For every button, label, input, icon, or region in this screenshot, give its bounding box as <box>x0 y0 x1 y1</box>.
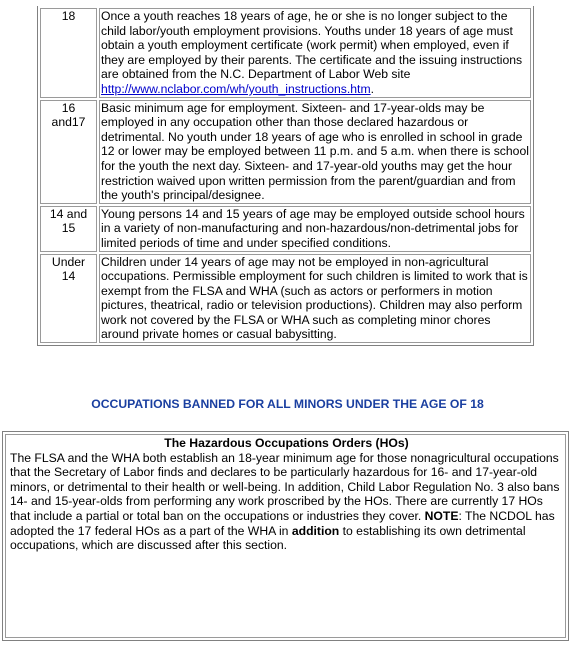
description-text: Basic minimum age for employment. Sixteen- and 17-year-olds may be employed in any occupation other than those declared hazardous or detrimental. No youth under 18 years of age who is enrolled in school in grade 12 or lower may be employed between 11 p.m. and 5 a.m. when there is school for the youth the next day. Sixteen- and 17-year-old youths may get the hour restriction waived upon written permission from the parent/guardian and from the youth's principal/designee. <box>101 100 529 203</box>
age-cell <box>40 206 97 252</box>
description-text: Young persons 14 and 15 years of age may be employed outside school hours in a variety of non-manufacturing and non-hazardous/non-detrimental jobs for limited periods of time and under specified conditions. <box>101 206 525 250</box>
hos-body-text: The FLSA and the WHA both establish an 18-year minimum age for those nonagricultural occupations that the Secretary of Labor finds and declares to be particularly hazardous for 16- and 17-year-old minors, or detrimental to their health or well-being. In addition, Child Labor Regulation No. 3 also bans 14- and 15-year-olds from performing any work proscribed by the HOs. There are currently 17 HOs that include a partial or total ban on the occupations or industries they cover. <box>10 450 560 523</box>
hazardous-occupations-box <box>2 431 569 641</box>
age-cell <box>40 100 97 204</box>
age-cell <box>40 254 97 344</box>
hos-title: The Hazardous Occupations Orders (HOs) <box>164 436 409 450</box>
age-label-line2: 15 <box>61 221 76 236</box>
description-cell <box>99 254 531 344</box>
description-cell <box>99 100 531 204</box>
note-label: NOTE <box>424 508 459 523</box>
age-label-line1: 14 and <box>49 206 88 221</box>
description-text: Children under 14 years of age may not be employed in non-agricultural occupations. Permissible employment for such children is limited to work that is exempt from the FLSA and WHA (such as actors or performers in motion pictures, theatrical, radio or television productions). Children may also perform work not covered by the FLSA or WHA such as completing minor chores around private homes or casual babysitting. <box>101 254 528 342</box>
age-cell <box>40 8 97 98</box>
hos-body-text: to establishing its own detrimental occupations, which are discussed after this section. <box>10 523 526 553</box>
age-label-line1: 16 <box>61 100 76 115</box>
hazardous-occupations-cell <box>5 434 566 638</box>
table-row <box>40 8 531 98</box>
age-label-line2: 14 <box>61 269 76 284</box>
description-text-end: . <box>370 81 374 96</box>
section-heading: OCCUPATIONS BANNED FOR ALL MINORS UNDER THE AGE OF 18 <box>91 397 484 411</box>
age-label: 18 <box>61 9 76 23</box>
addition-emphasis: addition <box>291 523 340 538</box>
age-label-line1: Under <box>51 254 86 269</box>
table-row <box>40 206 531 252</box>
youth-instructions-link[interactable]: http://www.nclabor.com/wh/youth_instructions.htm <box>101 81 371 96</box>
age-requirements-table <box>37 6 534 346</box>
table-row <box>40 254 531 344</box>
age-label-line2: and17 <box>51 115 86 130</box>
table-row <box>40 100 531 204</box>
description-cell <box>99 8 531 98</box>
hos-body-text: : The NCDOL has adopted the 17 federal HOs as a part of the WHA in <box>10 508 555 538</box>
hos-body <box>10 451 563 553</box>
description-text: Once a youth reaches 18 years of age, he or she is no longer subject to the child labor/youth employment provisions. Youths under 18 years of age must obtain a youth employment certificate (work permit) when employed, even if they are employed by their parents. The certificate and the issuing instructions are obtained from the N.C. Department of Labor Web site <box>101 9 523 82</box>
description-cell <box>99 206 531 252</box>
